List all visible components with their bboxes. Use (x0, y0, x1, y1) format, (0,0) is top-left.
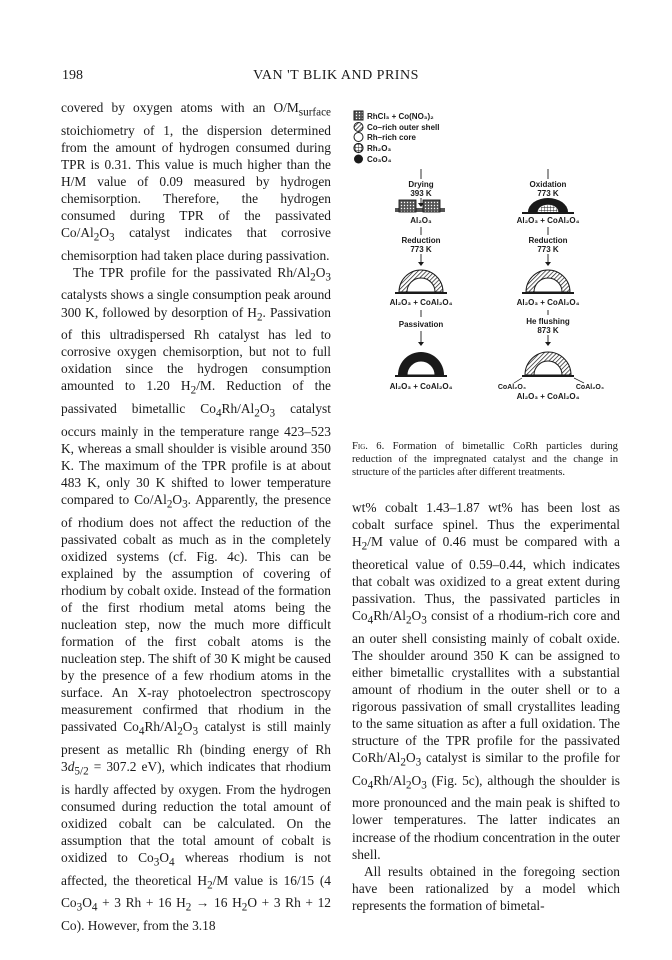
support-state-label: Al₂O₃ + CoAl₂O₄ (389, 382, 453, 391)
process-step: Reduction (528, 236, 568, 245)
process-step: He flushing (526, 317, 570, 326)
process-step: Oxidation (529, 180, 567, 189)
legend-swatch-co3o4 (354, 155, 363, 164)
support-state-label: Al₂O₃ + CoAl₂O₄ (516, 298, 580, 307)
process-temperature: 773 K (537, 245, 559, 254)
legend-swatch-rh-core (354, 133, 363, 142)
process-temperature: 773 K (537, 189, 559, 198)
support-state-label: Al₂O₃ + CoAl₂O₄ (516, 392, 580, 401)
left-branch (390, 169, 453, 391)
legend-label: Co₃O₄ (367, 155, 392, 164)
caption-text: Formation of bimetallic CoRh particles during reduction of the impregnated catalyst and the change in structure of the particles after different treatments. (352, 441, 618, 478)
legend-label: Rh₂O₃ (367, 144, 392, 153)
left-text-column (61, 99, 331, 934)
legend-swatch-rh2o3 (354, 144, 363, 153)
legend-label: Co–rich outer shell (367, 123, 440, 132)
paragraph: The TPR profile for the passivated $Rh/Al_2O_3$ catalysts shows a single consumption peak around 300 K, followed by desorption of $H_2$. Passivation of this ultradispersed Rh catalyst has led to corrosive oxygen chemisorption, but not to full oxidation since the hydrogen consumption amounted to 1.20 $H_2/M$. Reduction of the passivated bimetallic $Co_4Rh/Al_2O_3$ catalyst occurs mainly in the temperature range 423–523 K, whereas a small shoulder is visible around 350 K. The maximum of the TPR profile is at about 483 K, only 30 K shifted to lower temperature compared to $Co/Al_2O_3$. Apparently, the presence of rhodium does not affect the reduction of the passivated cobalt as much as in the completely oxidized systems (cf. Fig. 4c). This can be explained by the assumption of covering of rhodium by cobalt oxide. Instead of the formation of the first rhodium metal atoms being the nucleation step, now the much more difficult formation of the first cobalt atoms is the nucleation step. The shift of 30 K might be caused by the presence of a few rhodium atoms in the surface. An X-ray photoelectron spectroscopy measurement confirmed that rhodium in the passivated $Co_4Rh/Al_2O_3$ catalyst is still mainly present as metallic Rh (binding energy of Rh $3d_{5/2} = 307.2$ eV), which indicates that rhodium is hardly affected by oxygen. From the hydrogen consumed during reduction the total amount of oxidized cobalt can be calculated. On the assumption that the total amount of cobalt is oxidized to $Co_3O_4$ whereas rhodium is not affected, the theoretical $H_2/M$ value is 16/15 (4 $Co_3O_4 + 3$ Rh + 16 $H_2 \to 16$ $H_2O + 3$ Rh + 12 Co). However, from the 3.18 (61, 264, 332, 934)
process-temperature: 873 K (537, 326, 559, 335)
page-number: 198 (62, 68, 83, 83)
legend-swatch-co-shell (354, 123, 363, 132)
process-step: Passivation (398, 320, 444, 329)
support-state-label: Al₂O₃ + CoAl₂O₄ (389, 298, 453, 307)
support-state-label: Al₂O₃ (410, 216, 432, 225)
caption-label: Fig. 6. (352, 441, 385, 452)
spinel-label: CoAl₂O₄ (497, 384, 527, 391)
legend-swatch-precursor (354, 111, 363, 120)
figure-caption (352, 440, 618, 479)
right-text-column (352, 499, 620, 914)
running-title: VAN 'T BLIK AND PRINS (253, 68, 419, 83)
legend-label: Rh–rich core (367, 133, 416, 142)
process-temperature: 393 K (410, 189, 432, 198)
process-step: Drying (408, 180, 434, 189)
legend-label: RhCl₃ + Co(NO₃)₂ (367, 112, 434, 121)
right-branch (498, 169, 604, 401)
figure-6 (352, 99, 620, 459)
figure-diagram (352, 99, 620, 439)
paragraph: All results obtained in the foregoing section have been rationalized by a model which represents the formation of bimetal- (352, 863, 620, 913)
paragraph: covered by oxygen atoms with an $O/M_{surface}$ stoichiometry of 1, the dispersion determined from the amount of hydrogen consumed during TPR is 0.31. This value is much higher than the H/M value of 0.09 measured by hydrogen chemisorption. Therefore, the hydrogen consumed during TPR of the passivated $Co/Al_2O_3$ catalyst indicates that corrosive chemisorption had taken place during passivation. (61, 100, 331, 263)
paragraph: wt% cobalt 1.43–1.87 wt% has been lost as cobalt surface spinel. Thus the experimental $H_2/M$ value of 0.46 must be compared with a theoretical value of 0.59–0.44, which indicates that cobalt was oxidized to a great extent during passivation. Thus, the passivated particles in $Co_4Rh/Al_2O_3$ consist of a rhodium-rich core and an outer shell consisting mainly of cobalt oxide. The shoulder around 350 K can be assigned to either bimetallic crystallites with a substantial amount of rhodium in the outer shell or to a rigorous passivation of small crystallites leading to the same situation as after a full oxidation. The structure of the TPR profile for the passivated CoRh/$Al_2O_3$ catalyst is similar to the profile for $Co_4Rh/Al_2O_3$ (Fig. 5c), although the shoulder is more pronounced and the main peak is shifted to lower temperatures. The latter indicates an increase of the rhodium concentration in the outer shell. (352, 500, 620, 862)
process-temperature: 773 K (410, 245, 432, 254)
spinel-label: CoAl₂O₄ (575, 384, 605, 391)
support-state-label: Al₂O₃ + CoAl₂O₄ (516, 216, 580, 225)
process-step: Reduction (401, 236, 441, 245)
